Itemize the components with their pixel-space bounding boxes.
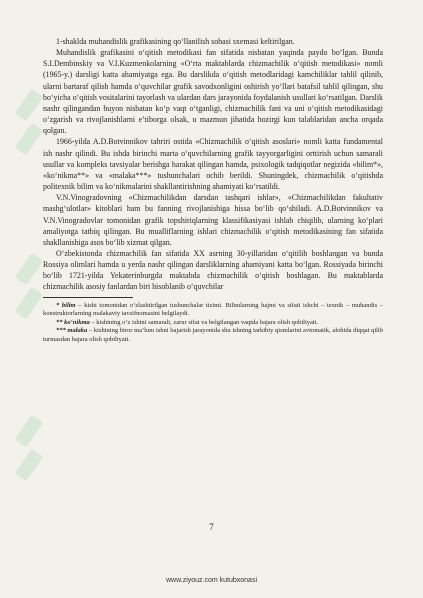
footnote	[43, 319, 383, 328]
page-number: 7	[209, 522, 214, 532]
paragraph: Muhandislik grafikasini o‘qitish metodikasi fan sifatida nisbatan yaqinda paydo bo‘lgan. Bunda S.I.Dembinskiy va V.I.Kuzmenkolarning «O‘rta maktablarda chizmachilik o‘qitish metodikasi» nomli (1965-y.) darsligi katta ahamiyatga ega. Bu darslikda o‘qitish metodlaridagi kamchiliklar tahlil qilinib, ularni bartaraf qilish hamda o‘quvchilar grafik savodxonligini oshirish yo‘llari batafsil tahlil qilingan, shu bo‘yicha o‘qitish vositalarini tayorlash va ulardan dars jarayonida foydalanish usullari ko‘rsatilgan. Darslik nashr qilingandan buyon nisbatan ko‘p vaqt o‘tganligi, chizmachilik fani va uni o‘qitish metodikasidagi o‘zgarish va rivojlanishlarni e’tiborga olsak, u mazmun jihatida hozirgi kun talablaridan ancha orqada qolgan.	[43, 48, 383, 136]
footnote-text: – kishi tomonidan o‘zlashtirilgan tushunchalar tizimi. Bilimlarning hajmi va sifati ishchi – texnik – muhandis – konstruktorlarning malakaviy tavsifnomasini belgilaydi.	[43, 301, 383, 318]
paragraph: 1-shaklda muhandislik grafikasining qo‘llanilish sohasi sxemasi keltirilgan.	[56, 37, 295, 46]
paragraph: V.N.Vinogradovning «Chizmachilikdan darsdan tashqari ishlar», «Chizmachilikdan fakultativ mashg‘ulotlar» kitoblari ham bu fanning rivojlanishiga hissa bo‘lib qo‘shiladi. A.D.Botvinnikov va V.N.Vinogradovlar tomonidan grafik topshiriqlarning klassifikasiyasi ishlab chiqilib, ularning ko‘plari amaliyotga tatbiq qilingan. Bu mualliflarning ishlari chizmachilik o‘qitish metodikasining fan sifatida shakllanishiga asos bo‘lib xizmat qilgan.	[43, 193, 383, 247]
footnote	[43, 302, 383, 319]
footnote	[43, 327, 383, 344]
footer-url: www.ziyouz.com kutubxonasi	[165, 577, 258, 584]
watermark-mark	[15, 253, 44, 286]
watermark-mark	[15, 287, 44, 320]
watermark-mark	[15, 415, 44, 448]
watermark-mark	[15, 449, 44, 482]
page-content	[43, 36, 383, 345]
footnote-term: *** malaka	[56, 327, 88, 335]
watermark-mark	[15, 123, 44, 156]
footnote-divider	[43, 297, 133, 298]
watermark-mark	[15, 89, 44, 122]
paragraph: O‘zbekistonda chizmachilik fan sifatida XX asrning 30-yillaridan o‘qitilib boshlangan va bunda Rossiya olimlari hamda u yerda nashr qilingan darsliklarning ahamiyani katta bo‘lgan. Rossiyada birinchi bo‘lib 1721-yilda Yekaterinburgda maktabda chizmachilik o‘qitish boshlagan. Bu maktablarda chizmachilik asosiy fanlardan biri hisoblanib o‘quvchilar	[43, 248, 383, 292]
footnote-text: – kishining o‘z ishini samarali, zarur sifat va belgilangan vaqtda bajara olish qobiliyati.	[89, 318, 319, 326]
footnote-text: – kishining biror ma’lum ishni bajarish jarayonida shu ishning tarkibiy qismlarini avtomatik, alohida diqqat qilib turmasdan bajara olish qobiliyati.	[43, 327, 383, 343]
footnote-term: * bilim	[56, 301, 76, 309]
paragraph: 1966-yilda A.D.Botvinnikov tahriri ostida «Chizmachilik o‘qitish asoslari» nomli katta fundamental ish nashr qilindi. Bu ishda birinchi marta o‘quvchilarning grafik tayyorgarligini orttirish uchun samarali usullar va kompleks tavsiyalar berishga harakat qilingan hamda, psixologik tadqiqotlar negizida «bilim*», «ko‘nikma**» va «malaka***» tushunchalari ochib berildi. Shuningdek, chizmachilik o‘qitishda politexnik bilim va ko‘nikmalarini shakllantirishning ahamiyati ko‘rsatildi.	[43, 137, 383, 192]
footnote-term: ** ko‘nikma	[56, 318, 90, 326]
